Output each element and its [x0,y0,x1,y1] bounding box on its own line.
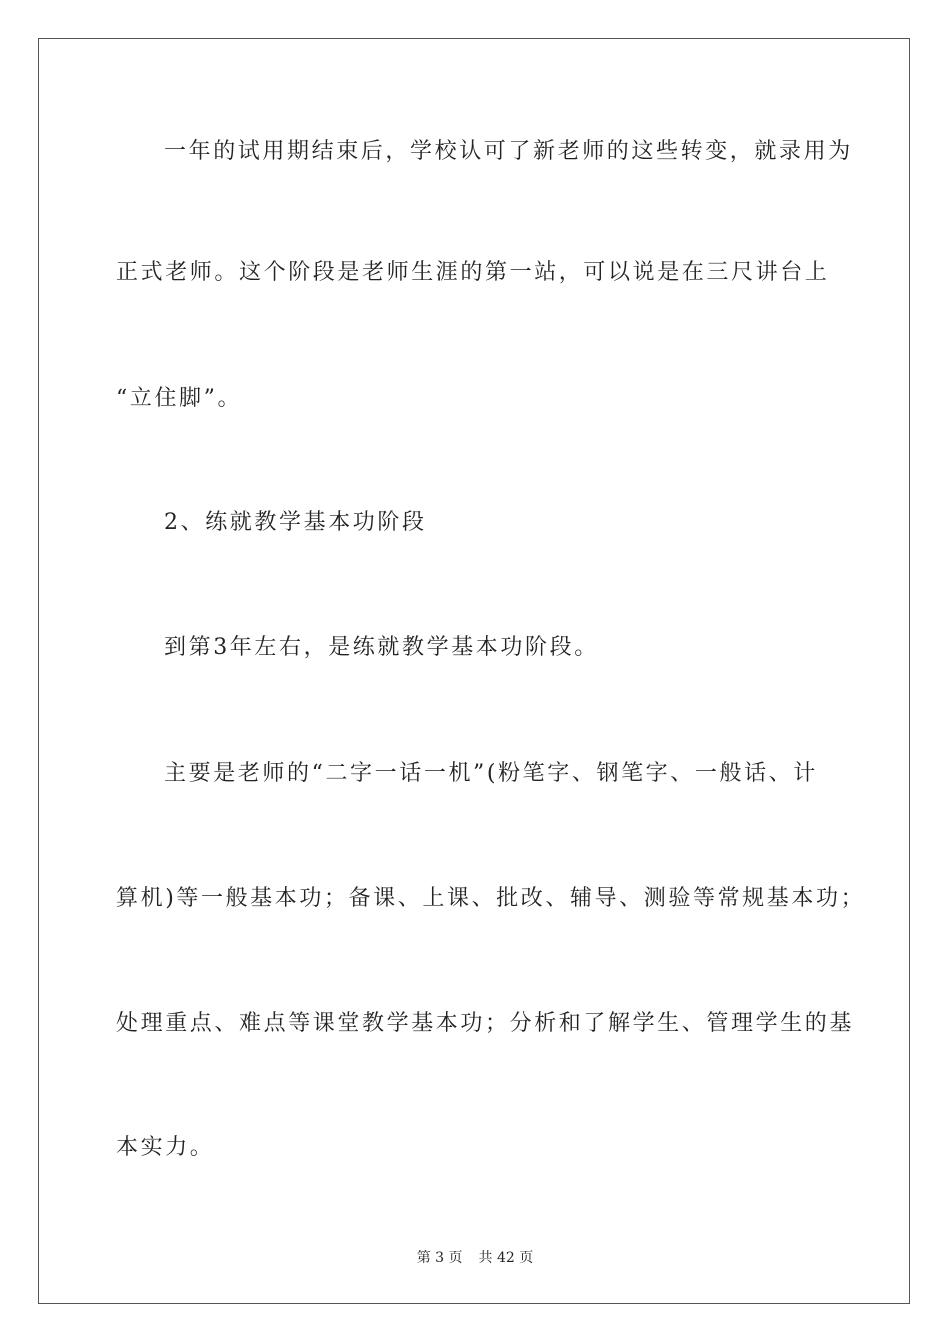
page-frame [38,38,910,1304]
page-footer [0,1247,950,1267]
paragraph-line-9: 本实力。 [116,1135,215,1160]
paragraph-line-7: 算机)等一般基本功；备课、上课、批改、辅导、测验等常规基本功； [116,886,866,911]
page-total: 共 42 页 [478,1250,534,1266]
section-heading: 2、练就教学基本功阶段 [164,510,427,535]
paragraph-line-6: 主要是老师的“二字一话一机”(粉笔字、钢笔字、一般话、计 [164,761,818,786]
paragraph-line-2: 正式老师。这个阶段是老师生涯的第一站，可以说是在三尺讲台上 [116,260,830,285]
paragraph-line-8: 处理重点、难点等课堂教学基本功；分析和了解学生、管理学生的基 [116,1011,855,1036]
paragraph-line-5: 到第3年左右，是练就教学基本功阶段。 [164,635,599,660]
paragraph-line-1: 一年的试用期结束后，学校认可了新老师的这些转变，就录用为 [164,139,853,164]
page-number: 第 3 页 [416,1250,463,1266]
paragraph-line-3: “立住脚”。 [116,386,243,411]
